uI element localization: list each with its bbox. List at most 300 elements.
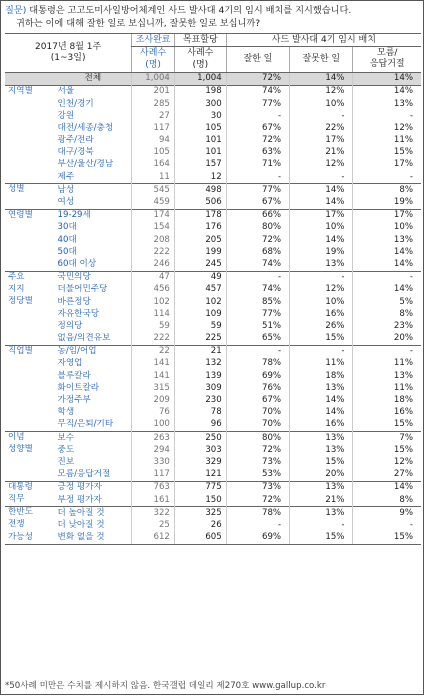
subgroup-label: 국민의당	[55, 271, 132, 284]
subgroup-label: 가정주부	[57, 395, 91, 406]
subgroup-label: 남성	[55, 184, 132, 197]
table-row	[5, 345, 421, 358]
subgroup-label: 전체	[55, 72, 132, 85]
subgroup-label: 40대	[57, 234, 77, 245]
target-count: 1,004	[174, 72, 226, 85]
target-col-header: 목표할당	[174, 34, 226, 47]
dk-pct: 23%	[353, 320, 421, 332]
target-count: 303	[174, 444, 226, 456]
target-col-sub: 사례수	[174, 47, 226, 60]
table-row	[5, 209, 421, 222]
subgroup-label: 50대	[57, 246, 77, 257]
survey-col-unit: (명)	[132, 59, 175, 72]
bad-pct: 13%	[290, 481, 353, 494]
dk-pct: 16%	[353, 407, 421, 419]
survey-count: 330	[132, 456, 175, 468]
subgroup-label: 대구/경북	[57, 147, 94, 158]
target-count: 101	[174, 135, 226, 147]
group-label: 직업별	[5, 345, 55, 358]
group-label	[5, 147, 55, 159]
good-pct: -	[226, 271, 289, 284]
bad-pct: 21%	[290, 147, 353, 159]
good-pct: 69%	[226, 532, 289, 545]
subgroup-label: 부산/울산/경남	[57, 159, 114, 170]
target-count: 49	[174, 271, 226, 284]
survey-count: 117	[132, 122, 175, 134]
good-pct: -	[226, 519, 289, 531]
good-pct: 72%	[226, 72, 289, 85]
table-row	[5, 72, 421, 85]
target-count: 775	[174, 481, 226, 494]
table-row	[5, 122, 421, 134]
good-pct: 70%	[226, 419, 289, 432]
group-label: 성별	[5, 184, 55, 197]
subgroup-label: 농/임/어업	[55, 345, 132, 358]
bad-pct: 20%	[290, 469, 353, 482]
dk-pct: 7%	[353, 432, 421, 445]
survey-count: 94	[132, 135, 175, 147]
target-count: 198	[174, 85, 226, 98]
bad-pct: 11%	[290, 358, 353, 370]
survey-count: 114	[132, 308, 175, 320]
subgroup-label: 더불어민주당	[57, 284, 108, 295]
subgroup-label: 없음/의견유보	[57, 333, 111, 344]
bad-pct: 15%	[290, 532, 353, 545]
subgroup-label: 자유한국당	[57, 308, 100, 319]
survey-count: 545	[132, 184, 175, 197]
group-label	[5, 394, 55, 406]
table-row	[5, 507, 421, 520]
survey-count: 208	[132, 234, 175, 246]
bad-pct: -	[290, 171, 353, 184]
bad-pct: 12%	[290, 284, 353, 296]
bad-pct: 16%	[290, 419, 353, 432]
bad-pct: 17%	[290, 209, 353, 222]
good-pct: 63%	[226, 147, 289, 159]
table-row	[5, 358, 421, 370]
good-pct: 74%	[226, 258, 289, 271]
bad-pct: 26%	[290, 320, 353, 332]
survey-count: 102	[132, 296, 175, 308]
survey-count: 76	[132, 407, 175, 419]
dk-pct: 14%	[353, 284, 421, 296]
bad-pct: 13%	[290, 382, 353, 394]
subgroup-label: 모름/응답거절	[57, 469, 111, 480]
target-count: 102	[174, 296, 226, 308]
bad-pct: 10%	[290, 222, 353, 234]
bad-pct: 22%	[290, 122, 353, 134]
subgroup-label: 부정 평가자	[57, 494, 102, 505]
survey-count: 47	[132, 271, 175, 284]
table-row	[5, 246, 421, 258]
good-pct: 67%	[226, 196, 289, 209]
group-label	[5, 456, 55, 468]
subgroup-label: 대전/세종/충청	[57, 122, 114, 133]
dk-col-label-1: 모름/	[377, 48, 398, 59]
survey-count: 315	[132, 382, 175, 394]
group-label: 직무	[8, 493, 25, 504]
table-row	[5, 110, 421, 122]
bad-pct: 14%	[290, 407, 353, 419]
table-row	[5, 171, 421, 184]
survey-count: 25	[132, 519, 175, 531]
bad-pct: 15%	[290, 456, 353, 468]
bad-pct: -	[290, 110, 353, 122]
target-count: 132	[174, 358, 226, 370]
table-row	[5, 135, 421, 147]
good-pct: 77%	[226, 98, 289, 110]
subgroup-label: 더 낮아질 것	[57, 519, 105, 530]
group-label	[5, 98, 55, 110]
target-count: 30	[174, 110, 226, 122]
survey-count: 222	[132, 333, 175, 346]
subgroup-label: 30대	[57, 222, 77, 233]
good-pct: -	[226, 171, 289, 184]
good-pct: 80%	[226, 432, 289, 445]
dk-pct: 15%	[353, 419, 421, 432]
dk-pct: 8%	[353, 308, 421, 320]
table-row	[5, 407, 421, 419]
group-label	[5, 358, 55, 370]
good-pct: 78%	[226, 358, 289, 370]
subgroup-label: 변화 없을 것	[55, 532, 132, 545]
group-label: 지역별	[5, 85, 55, 98]
good-pct: 73%	[226, 456, 289, 468]
survey-count: 263	[132, 432, 175, 445]
dk-pct: 27%	[353, 469, 421, 482]
target-count: 329	[174, 456, 226, 468]
survey-count: 612	[132, 532, 175, 545]
table-row	[5, 258, 421, 271]
survey-count: 117	[132, 469, 175, 482]
good-pct: 72%	[226, 234, 289, 246]
table-row	[5, 271, 421, 284]
dk-pct: 11%	[353, 135, 421, 147]
dk-pct: -	[353, 519, 421, 531]
subgroup-label: 서울	[55, 85, 132, 98]
target-count: 457	[174, 284, 226, 296]
good-pct: 78%	[226, 507, 289, 520]
table-row	[5, 147, 421, 159]
dk-pct: 17%	[353, 159, 421, 171]
good-pct: 65%	[226, 333, 289, 346]
table-row	[5, 432, 421, 445]
dk-pct: -	[353, 171, 421, 184]
survey-count: 161	[132, 494, 175, 507]
group-label	[5, 407, 55, 419]
target-count: 109	[174, 308, 226, 320]
group-label	[5, 308, 55, 320]
table-row	[5, 333, 421, 346]
table-row	[5, 494, 421, 507]
target-count: 205	[174, 234, 226, 246]
survey-count: 141	[132, 358, 175, 370]
survey-count: 209	[132, 394, 175, 406]
survey-count: 174	[132, 209, 175, 222]
target-count: 176	[174, 222, 226, 234]
bad-pct: 13%	[290, 444, 353, 456]
bad-pct: 14%	[290, 196, 353, 209]
good-pct: 72%	[226, 444, 289, 456]
target-count: 12	[174, 171, 226, 184]
group-label: 정당별	[8, 295, 33, 306]
dk-pct: 17%	[353, 209, 421, 222]
bad-pct: 14%	[290, 394, 353, 406]
subgroup-label: 바른정당	[57, 296, 91, 307]
good-pct: 77%	[226, 184, 289, 197]
subgroup-label: 긍정 평가자	[55, 481, 132, 494]
subgroup-label: 블루칼라	[57, 370, 91, 381]
good-pct: 53%	[226, 469, 289, 482]
good-pct: 74%	[226, 284, 289, 296]
dk-pct: -	[353, 110, 421, 122]
dk-pct: 8%	[353, 494, 421, 507]
survey-count: 22	[132, 345, 175, 358]
dk-pct: 15%	[353, 532, 421, 545]
table-row	[5, 519, 421, 531]
good-pct: 72%	[226, 135, 289, 147]
target-count: 325	[174, 507, 226, 520]
dk-col-header	[353, 47, 421, 72]
table-row	[5, 296, 421, 308]
group-label	[5, 110, 55, 122]
question-label: 질문)	[5, 5, 27, 16]
subgroup-label: 여성	[57, 197, 75, 208]
good-pct: -	[226, 345, 289, 358]
table-row	[5, 159, 421, 171]
bad-col-header: 잘못한 일	[290, 47, 353, 72]
target-col-unit: (명)	[174, 59, 226, 72]
subgroup-label: 중도	[57, 444, 75, 455]
dk-col-label-2: 응답거절	[369, 59, 405, 70]
group-label	[5, 419, 55, 432]
table-row	[5, 85, 421, 98]
group-label: 지지	[8, 283, 25, 294]
subgroup-label: 진보	[57, 456, 75, 467]
subgroup-label: 제주	[57, 171, 75, 182]
survey-count: 164	[132, 159, 175, 171]
survey-col-sub: 사례수	[132, 47, 175, 60]
bad-pct: 14%	[290, 72, 353, 85]
survey-col-header: 조사완료	[132, 34, 175, 47]
survey-count: 201	[132, 85, 175, 98]
bad-pct: 14%	[290, 234, 353, 246]
survey-count: 322	[132, 507, 175, 520]
good-pct: 72%	[226, 494, 289, 507]
dk-pct: -	[353, 271, 421, 284]
dk-pct: 12%	[353, 122, 421, 134]
question-line-1: 대통령은 고고도미사일방어체계인 사드 발사대 4기의 임시 배치를 지시했습니다.	[26, 5, 352, 16]
survey-count: 27	[132, 110, 175, 122]
dk-pct: 19%	[353, 196, 421, 209]
group-label: 이념	[5, 432, 55, 445]
survey-count: 59	[132, 320, 175, 332]
target-count: 150	[174, 494, 226, 507]
subgroup-label: 자영업	[57, 358, 83, 369]
dk-pct: 11%	[353, 382, 421, 394]
table-row	[5, 370, 421, 382]
target-count: 199	[174, 246, 226, 258]
dk-pct: -	[353, 345, 421, 358]
table-row	[5, 196, 421, 209]
target-count: 59	[174, 320, 226, 332]
survey-count: 459	[132, 196, 175, 209]
target-count: 605	[174, 532, 226, 545]
group-label	[5, 320, 55, 332]
target-count: 300	[174, 98, 226, 110]
target-count: 309	[174, 382, 226, 394]
group-label	[5, 159, 55, 171]
group-label	[5, 234, 55, 246]
survey-table	[5, 33, 421, 545]
table-row	[5, 419, 421, 432]
table-row	[5, 456, 421, 468]
dk-pct: 20%	[353, 333, 421, 346]
bad-pct: -	[290, 345, 353, 358]
survey-count: 11	[132, 171, 175, 184]
subgroup-label: 학생	[57, 407, 75, 418]
good-pct: 66%	[226, 209, 289, 222]
target-count: 101	[174, 147, 226, 159]
target-count: 96	[174, 419, 226, 432]
good-pct: 85%	[226, 296, 289, 308]
good-pct: 77%	[226, 308, 289, 320]
question-line-2: 귀하는 이에 대해 잘한 일로 보십니까, 잘못한 일로 보십니까?	[16, 18, 261, 29]
period-label: 2017년 8월 1주	[35, 41, 102, 52]
table-row	[5, 320, 421, 332]
dk-pct: 14%	[353, 258, 421, 271]
group-label	[5, 122, 55, 134]
dk-pct: 11%	[353, 358, 421, 370]
group-label	[5, 135, 55, 147]
good-pct: 67%	[226, 394, 289, 406]
group-label	[5, 196, 55, 209]
bad-pct: -	[290, 519, 353, 531]
survey-count: 456	[132, 284, 175, 296]
survey-count: 294	[132, 444, 175, 456]
table-row	[5, 234, 421, 246]
dk-pct: 13%	[353, 234, 421, 246]
dk-pct: 9%	[353, 507, 421, 520]
group-label	[5, 469, 55, 482]
bad-pct: 10%	[290, 296, 353, 308]
target-count: 26	[174, 519, 226, 531]
target-count: 139	[174, 370, 226, 382]
survey-count: 105	[132, 147, 175, 159]
dk-pct: 14%	[353, 246, 421, 258]
survey-count: 222	[132, 246, 175, 258]
table-row	[5, 481, 421, 494]
table-row	[5, 382, 421, 394]
subgroup-label: 화이트칼라	[57, 382, 100, 393]
group-label	[5, 370, 55, 382]
bad-pct: 16%	[290, 308, 353, 320]
bad-pct: 13%	[290, 258, 353, 271]
table-row	[5, 469, 421, 482]
table-row	[5, 284, 421, 296]
target-count: 157	[174, 159, 226, 171]
group-label: 주요	[5, 271, 55, 284]
bad-pct: 18%	[290, 370, 353, 382]
thaad-group-header: 사드 발사대 4기 임시 배치	[226, 34, 421, 47]
target-count: 105	[174, 122, 226, 134]
dk-pct: 15%	[353, 444, 421, 456]
group-label	[5, 258, 55, 271]
group-label: 성향별	[8, 444, 33, 455]
good-pct: 80%	[226, 222, 289, 234]
subgroup-label: 강원	[57, 110, 75, 121]
dk-pct: 14%	[353, 481, 421, 494]
group-label: 전쟁	[8, 519, 25, 530]
group-label	[5, 246, 55, 258]
bad-pct: 13%	[290, 507, 353, 520]
group-label	[5, 382, 55, 394]
target-count: 121	[174, 469, 226, 482]
question-text	[5, 4, 421, 30]
subgroup-label: 19-29세	[55, 209, 132, 222]
dk-pct: 14%	[353, 72, 421, 85]
bad-pct: 19%	[290, 246, 353, 258]
survey-count: 141	[132, 370, 175, 382]
subgroup-label: 보수	[55, 432, 132, 445]
bad-pct: 10%	[290, 98, 353, 110]
table-row	[5, 184, 421, 197]
subgroup-label: 광주/전라	[57, 135, 94, 146]
table-row	[5, 394, 421, 406]
good-pct: 70%	[226, 407, 289, 419]
survey-count: 763	[132, 481, 175, 494]
dk-pct: 14%	[353, 85, 421, 98]
target-count: 178	[174, 209, 226, 222]
good-pct: 69%	[226, 370, 289, 382]
period-header	[5, 34, 132, 73]
footnote: *50사례 미만은 수치를 제시하지 않음. 한국갤럽 데일리 제270호 www.gallup.co.kr	[5, 681, 326, 691]
target-count: 78	[174, 407, 226, 419]
dk-pct: 18%	[353, 394, 421, 406]
target-count: 245	[174, 258, 226, 271]
target-count: 506	[174, 196, 226, 209]
dk-pct: 13%	[353, 98, 421, 110]
table-row	[5, 532, 421, 545]
subgroup-label: 60대 이상	[57, 258, 97, 269]
target-count: 498	[174, 184, 226, 197]
subgroup-label: 무직/은퇴/기타	[57, 419, 114, 430]
good-pct: 68%	[226, 246, 289, 258]
dk-pct: 15%	[353, 147, 421, 159]
group-label: 가능성	[5, 532, 55, 545]
group-label	[5, 333, 55, 346]
survey-count: 100	[132, 419, 175, 432]
target-count: 21	[174, 345, 226, 358]
dk-pct: 13%	[353, 370, 421, 382]
table-row	[5, 308, 421, 320]
good-pct: 51%	[226, 320, 289, 332]
group-label	[5, 171, 55, 184]
good-col-header: 잘한 일	[226, 47, 289, 72]
survey-count: 1,004	[132, 72, 175, 85]
subgroup-label: 더 높아질 것	[55, 507, 132, 520]
bad-pct: 15%	[290, 333, 353, 346]
good-pct: 67%	[226, 122, 289, 134]
period-sub-label: (1~3일)	[50, 52, 86, 63]
bad-pct: 21%	[290, 494, 353, 507]
survey-count: 154	[132, 222, 175, 234]
bad-pct: 12%	[290, 85, 353, 98]
bad-pct: 14%	[290, 184, 353, 197]
dk-pct: 5%	[353, 296, 421, 308]
subgroup-label: 정의당	[57, 320, 83, 331]
table-body	[5, 72, 421, 544]
